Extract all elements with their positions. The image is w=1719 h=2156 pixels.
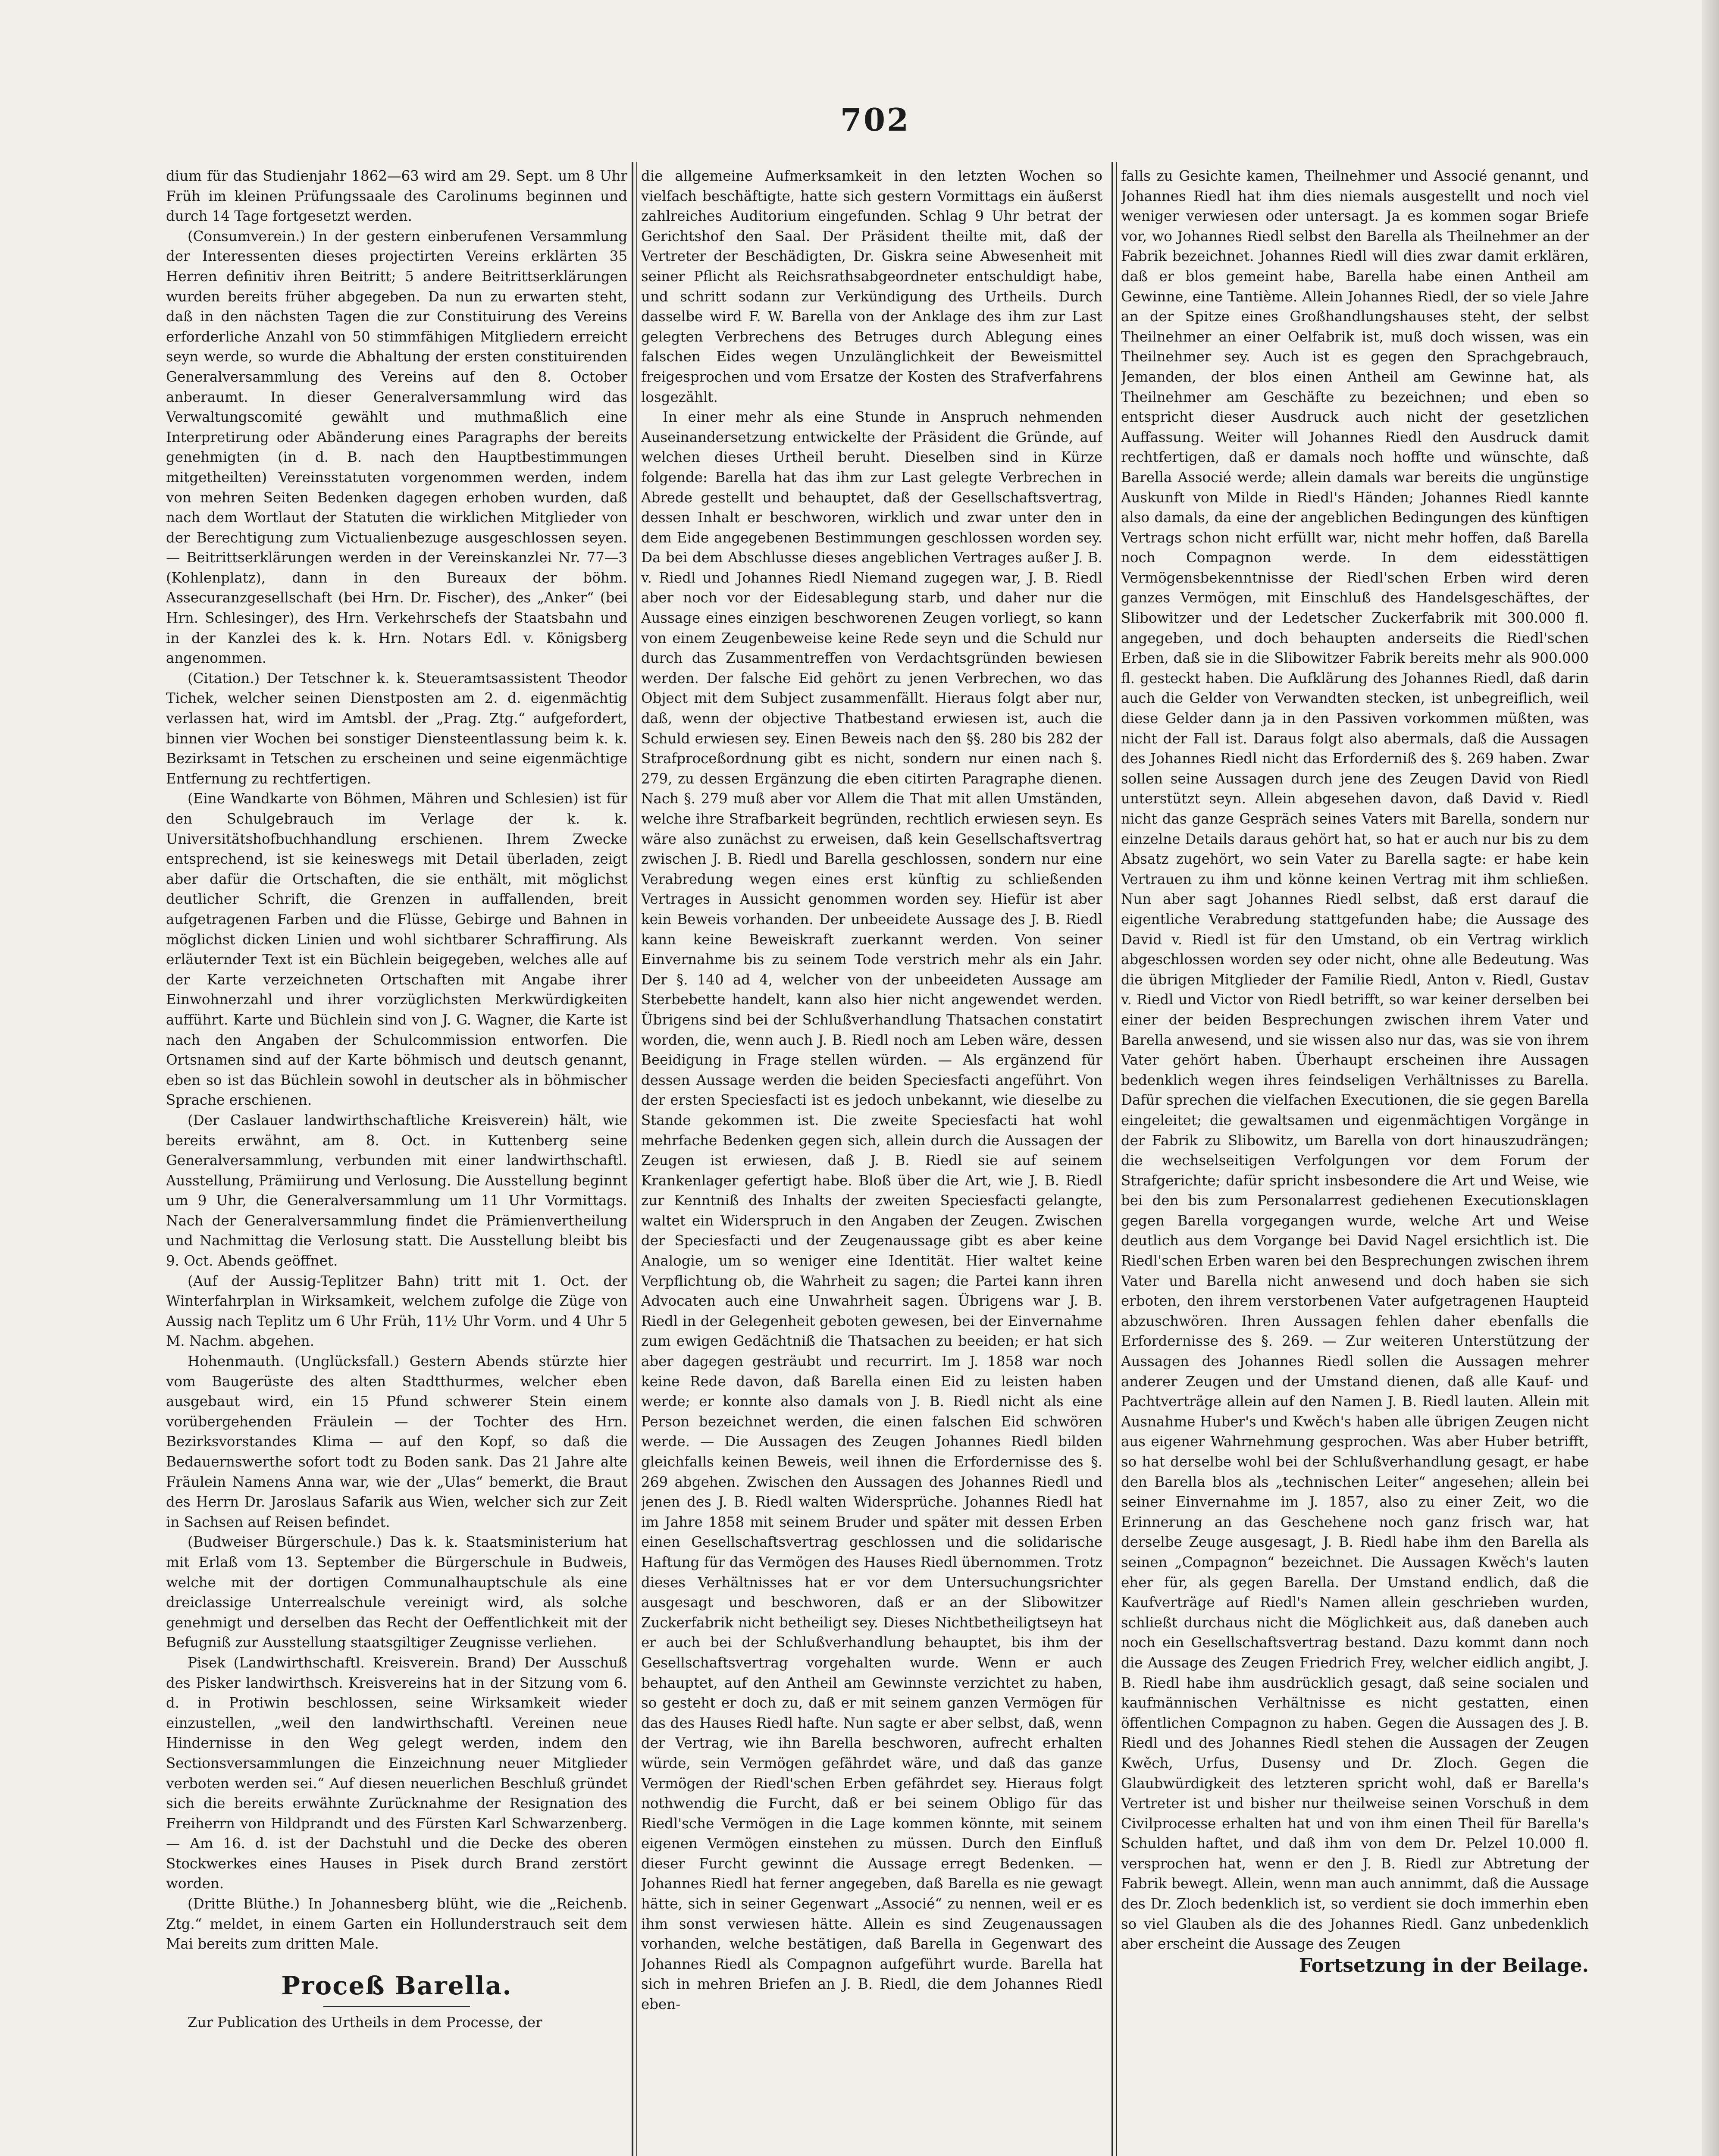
- article-paragraph: (Der Caslauer landwirthschaftliche Kreisverein) hält, wie bereits erwähnt, am 8. Oct. in Kuttenberg seine Generalversammlung, verbunden mit einer landwirthschaftl. Ausstellung, Prämiirung und Verlosung. Die Ausstellung beginnt um 9 Uhr, die Generalversammlung um 11 Uhr Vormittags. Nach der Generalversammlung findet die Prämienvertheilung und Nachmittag die Verlosung statt. Die Ausstellung bleibt bis 9. Oct. Abends geöffnet.: [166, 1112, 627, 1269]
- article-paragraph: Zur Publication des Urtheils in dem Processe, der: [188, 2014, 542, 2031]
- article-paragraph: falls zu Gesichte kamen, Theilnehmer und Associé genannt, und Johannes Riedl hat ihm dies niemals ausgestellt und noch viel weniger verwiesen oder untersagt. Ja es kommen sogar Briefe vor, wo Johannes Riedl selbst den Barella als Theilnehmer an der Fabrik bezeichnet. Johannes Riedl will dies zwar damit erklären, daß er blos gemeint habe, Barella habe einen Antheil am Gewinne, eine Tantième. Allein Johannes Riedl, der so viele Jahre an der Spitze eines Großhandlungshauses steht, der selbst Theilnehmer an einer Oelfabrik ist, muß doch wissen, was ein Theilnehmer sey. Auch ist es gegen den Sprachgebrauch, Jemanden, der blos einen Antheil am Gewinne hat, als Theilnehmer am Geschäfte zu bezeichnen; und eben so entspricht dieser Ausdruck auch nicht der gesetzlichen Auffassung. Weiter will Johannes Riedl den Ausdruck damit rechtfertigen, daß er damals noch hoffte und wünschte, daß Barella Associé werde; allein damals war bereits die ungünstige Auskunft von Milde in Riedl's Händen; Johannes Riedl kannte also damals, da eine der angeblichen Bedingungen des künftigen Vertrags schon nicht erfüllt war, nicht mehr hoffen, daß Barella noch Compagnon werde. In dem eidesstättigen Vermögensbekenntnisse der Riedl'schen Erben wird deren ganzes Vermögen, mit Einschluß des Handelsgeschäftes, der Slibowitzer und der Ledetscher Zuckerfabrik mit 300.000 fl. angegeben, und doch behaupten anderseits die Riedl'schen Erben, daß sie in die Slibowitzer Fabrik bereits mehr als 900.000 fl. gesteckt haben. Die Aufklärung des Johannes Riedl, daß darin auch die Gelder von Verwandten stecken, ist unbegreiflich, weil diese Gelder dann ja in den Passiven vorkommen müßten, was nicht der Fall ist. Daraus folgt also abermals, daß die Aussagen des Johannes Riedl nicht das Erforderniß des §. 269 haben. Zwar sollen seine Aussagen durch jene des Zeugen David von Riedl unterstützt seyn. Allein abgesehen davon, daß David v. Riedl nicht das ganze Gespräch seines Vaters mit Barella, sondern nur einzelne Details daraus gehört hat, so hat er auch nur bis zu dem Absatz zugehört, wo sein Vater zu Barella sagte: er habe kein Vertrauen zu ihm und könne keinen Vertrag mit ihm schließen. Nun aber sagt Johannes Riedl selbst, daß erst darauf die eigentliche Verabredung stattgefunden habe; die Aussage des David v. Riedl ist für den Umstand, ob ein Vertrag wirklich abgeschlossen worden sey oder nicht, ohne alle Bedeutung. Was die übrigen Mitglieder der Familie Riedl, Anton v. Riedl, Gustav v. Riedl und Victor von Riedl betrifft, so war keiner derselben bei einer der beiden Besprechungen zwischen ihrem Vater und Barella anwesend, und sie wissen also nur das, was sie von ihrem Vater gehört haben. Überhaupt erscheinen ihre Aussagen bedenklich wegen ihres feindseligen Verhältnisses zu Barella. Dafür sprechen die vielfachen Executionen, die sie gegen Barella eingeleitet; die gewaltsamen und eigenmächtigen Vorgänge in der Fabrik zu Slibowitz, um Barella von dort hinauszudrängen; die wechselseitigen Verfolgungen vor dem Forum der Strafgerichte; dafür spricht insbesondere die Art und Weise, wie bei den bis zum Personalarrest gediehenen Executionsklagen gegen Barella vorgegangen wurde, welche Art und Weise deutlich aus dem Vorgange bei David Nagel ersichtlich ist. Die Riedl'schen Erben waren bei den Besprechungen zwischen ihrem Vater und Barella nicht anwesend und doch haben sie sich erboten, den ihrem verstorbenen Vater aufgetragenen Haupteid abzuschwören. Ihren Aussagen fehlen daher ebenfalls die Erfordernisse des §. 269. — Zur weiteren Unterstützung der Aussagen des Johannes Riedl sollen die Aussagen mehrer anderer Zeugen und der Umstand dienen, daß alle Kauf- und Pachtverträge allein auf den Namen J. B. Riedl lauten. Allein mit Ausnahme Huber's und Kwěch's haben alle übrigen Zeugen nicht aus eigener Wahrnehmung gesprochen. Was aber Huber betrifft, so hat derselbe wohl bei der Schlußverhandlung gesagt, er habe den Barella blos als „technischen Leiter“ angesehen; allein bei seiner Einvernahme im J. 1857, also zu einer Zeit, wo die Erinnerung an das Geschehene noch ganz frisch war, hat derselbe Zeuge ausgesagt, J. B. Riedl habe ihm den Barella als seinen „Compagnon“ bezeichnet. Die Aussagen Kwěch's lauten eher für, als gegen Barella. Der Umstand endlich, daß die Kaufverträge auf Riedl's Namen allein geschrieben wurden, schließt durchaus nicht die Möglichkeit aus, daß daneben auch noch ein Gesellschaftsvertrag bestand. Dazu kommt dann noch die Aussage des Zeugen Friedrich Frey, welcher eidlich angibt, J. B. Riedl habe ihm ausdrücklich gesagt, daß seine socialen und kaufmännischen Verhältnisse es nicht gestatten, einen öffentlichen Compagnon zu haben. Gegen die Aussagen des J. B. Riedl und des Johannes Riedl stehen die Aussagen der Zeugen Kwěch, Urfus, Dusensy und Dr. Zloch. Gegen die Glaubwürdigkeit des letzteren spricht wohl, daß er Barella's Vertreter ist und bisher nur theilweise seinen Vorschuß in dem Civilprocesse erhalten hat und von ihm einen Theil für Barella's Schulden haftet, und daß ihm von dem Dr. Pelzel 10.000 fl. versprochen hat, wenn er den J. B. Riedl zur Abtretung der Fabrik bewegt. Allein, wenn man auch annimmt, daß die Aussage des Dr. Zloch bedenklich ist, so verdient sie doch immerhin eben so viel Glauben als die des Johannes Riedl. Ganz unbedenklich aber erscheint die Aussage des Zeugen: [1121, 168, 1589, 1952]
- page-number: 702: [840, 101, 911, 138]
- column-2: [641, 166, 1102, 2156]
- column-divider-1: [632, 162, 633, 2156]
- article-paragraph: Hohenmauth. (Unglücksfall.) Gestern Abends stürzte hier vom Baugerüste des alten Stadtthurmes, welcher eben ausgebaut wird, ein 15 Pfund schwerer Stein einem vorübergehenden Fräulein — der Tochter des Hrn. Bezirksvorstandes Klima — auf den Kopf, so daß die Bedauernswerthe sofort todt zu Boden sank. Das 21 Jahre alte Fräulein Namens Anna war, wie der „Ulas“ bemerkt, die Braut des Herrn Dr. Jaroslaus Safarik aus Wien, welcher sich zur Zeit in Sachsen auf Reisen befindet.: [166, 1353, 627, 1530]
- article-paragraph: Pisek (Landwirthschaftl. Kreisverein. Brand) Der Ausschuß des Pisker landwirthsch. Kreisvereins hat in der Sitzung vom 6. d. in Protiwin beschlossen, seine Wirksamkeit wieder einzustellen, „weil den landwirthschaftl. Vereinen neue Hindernisse in den Weg gelegt werden, indem den Sectionsversammlungen die Einzeichnung neuer Mitglieder verboten werden sei.“ Auf diesen neuerlichen Beschluß gründet sich die bereits erwähnte Zurücknahme der Resignation des Freiherrn von Hildprandt und des Fürsten Karl Schwarzenberg. — Am 16. d. ist der Dachstuhl und die Decke des oberen Stockwerkes eines Hauses in Pisek durch Brand zerstört worden.: [166, 1654, 627, 1892]
- page-edge-shadow: [1702, 0, 1719, 2156]
- article-paragraph: (Citation.) Der Tetschner k. k. Steueramtsassistent Theodor Tichek, welcher seinen Dienstposten am 2. d. eigenmächtig verlassen hat, wird im Amtsbl. der „Prag. Ztg.“ aufgefordert, binnen vier Wochen bei sonstiger Diensteentlassung beim k. k. Bezirksamt in Tetschen zu erscheinen und seine eigenmächtige Entfernung zu rechtfertigen.: [166, 670, 627, 787]
- continuation-note: Fortsetzung in der Beilage.: [1299, 1954, 1589, 1977]
- article-paragraph: (Consumverein.) In der gestern einberufenen Versammlung der Interessenten dieses projectirten Vereins erklärten 35 Herren definitiv ihren Beitritt; 5 andere Beitrittserklärungen wurden bereits früher abgegeben. Da nun zu erwarten steht, daß in den nächsten Tagen die zur Constituirung des Vereins erforderliche Anzahl von 50 stimmfähigen Mitgliedern erreicht seyn werde, so wurde die Abhaltung der ersten constituirenden Generalversammlung des Vereins auf den 8. October anberaumt. In dieser Generalversammlung wird das Verwaltungscomité gewählt und muthmaßlich eine Interpretirung oder Abänderung eines Paragraphs der bereits genehmigten (in d. B. nach den Hauptbestimmungen mitgetheilten) Vereinsstatuten vorgenommen werden, indem von mehren Seiten Bedenken dagegen erhoben wurden, daß nach dem Wortlaut der Statuten die wirklichen Mitglieder von der Berechtigung zum Victualienbezuge ausgeschlossen seyen. — Beitrittserklärungen werden in der Vereinskanzlei Nr. 77—3 (Kohlenplatz), dann in den Bureaux der böhm. Assecuranzgesellschaft (bei Hrn. Dr. Fischer), des „Anker“ (bei Hrn. Schlesinger), des Hrn. Verkehrschefs der Staatsbahn und in der Kanzlei des k. k. Hrn. Notars Edl. v. Königsberg angenommen.: [166, 228, 627, 667]
- heading-underline: [323, 2006, 470, 2007]
- article-paragraph: (Dritte Blüthe.) In Johannesberg blüht, wie die „Reichenb. Ztg.“ meldet, in einem Garten ein Hollunderstrauch seit dem Mai bereits zum dritten Male.: [166, 1896, 627, 1952]
- column-divider-2-inner: [1116, 162, 1117, 2156]
- article-heading: Proceß Barella.: [281, 1971, 512, 2000]
- article-paragraph: die allgemeine Aufmerksamkeit in den letzten Wochen so vielfach beschäftigte, hatte sich gestern Vormittags ein äußerst zahlreiches Auditorium eingefunden. Schlag 9 Uhr betrat der Gerichtshof den Saal. Der Präsident theilte mit, daß der Vertreter der Beschädigten, Dr. Giskra seine Abwesenheit mit seiner Pflicht als Reichsrathsabgeordneter entschuldigt habe, und schritt sodann zur Verkündigung des Urtheils. Durch dasselbe wird F. W. Barella von der Anklage des ihm zur Last gelegten Verbrechens des Betruges durch Ablegung eines falschen Eides wegen Unzulänglichkeit der Beweismittel freigesprochen und vom Ersatze der Kosten des Strafverfahrens losgezählt.: [641, 168, 1102, 405]
- article-paragraph: dium für das Studienjahr 1862—63 wird am 29. Sept. um 8 Uhr Früh im kleinen Prüfungssaale des Carolinums beginnen und durch 14 Tage fortgesetzt werden.: [166, 168, 627, 225]
- article-paragraph: In einer mehr als eine Stunde in Anspruch nehmenden Auseinandersetzung entwickelte der Präsident die Gründe, auf welchen dieses Urtheil beruht. Dieselben sind in Kürze folgende: Barella hat das ihm zur Last gelegte Verbrechen in Abrede gestellt und behauptet, daß der Gesellschaftsvertrag, dessen Inhalt er beschworen, wirklich und zwar unter den in dem Eide angegebenen Bestimmungen geschlossen worden sey. Da bei dem Abschlusse dieses angeblichen Vertrages außer J. B. v. Riedl und Johannes Riedl Niemand zugegen war, J. B. Riedl aber noch vor der Eidesablegung starb, und daher nur die Aussage eines einzigen beschworenen Zeugen vorliegt, so kann von einem Zeugenbeweise keine Rede seyn und die Schuld nur durch das Zusammentreffen von Verdachtsgründen bewiesen werden. Der falsche Eid gehört zu jenen Verbrechen, wo das Object mit dem Subject zusammenfällt. Hieraus folgt aber nur, daß, wenn der objective Thatbestand erwiesen ist, auch die Schuld erwiesen sey. Einen Beweis nach den §§. 280 bis 282 der Strafproceßordnung gibt es nicht, sondern nur einen nach §. 279, zu dessen Ergänzung die eben citirten Paragraphe dienen. Nach §. 279 muß aber vor Allem die That mit allen Umständen, welche ihre Strafbarkeit begründen, rechtlich erwiesen seyn. Es wäre also zunächst zu erweisen, daß kein Gesellschaftsvertrag zwischen J. B. Riedl und Barella geschlossen, sondern nur eine Verabredung wegen eines erst künftig zu schließenden Vertrages in Aussicht genommen worden sey. Hiefür ist aber kein Beweis vorhanden. Der unbeeidete Aussage des J. B. Riedl kann keine Beweiskraft zuerkannt werden. Von seiner Einvernahme bis zu seinem Tode verstrich mehr als ein Jahr. Der §. 140 ad 4, welcher von der unbeeideten Aussage am Sterbebette handelt, kann also hier nicht angewendet werden. Übrigens sind bei der Schlußverhandlung Thatsachen constatirt worden, die, wenn auch J. B. Riedl noch am Leben wäre, dessen Beeidigung in Frage stellen würden. — Als ergänzend für dessen Aussage werden die beiden Speciesfacti angeführt. Von der ersten Speciesfacti ist es jedoch unbekannt, wie dieselbe zu Stande gekommen ist. Die zweite Speciesfacti hat wohl mehrfache Bedenken gegen sich, allein durch die Aussagen der Zeugen ist erwiesen, daß J. B. Riedl sie auf seinem Krankenlager gefertigt habe. Bloß über die Art, wie J. B. Riedl zur Kenntniß des Inhalts der zweiten Speciesfacti gelangte, waltet ein Widerspruch in den Angaben der Zeugen. Zwischen der Speciesfacti und der Zeugenaussage gibt es aber keine Analogie, um so weniger eine Identität. Hier waltet keine Verpflichtung ob, die Wahrheit zu sagen; die Partei kann ihren Advocaten auch eine Unwahrheit sagen. Übrigens war J. B. Riedl in der Gelegenheit geboten gewesen, bei der Einvernahme zum ewigen Gedächtniß die Thatsachen zu beeiden; er hat sich aber dagegen gesträubt und recurrirt. Im J. 1858 war noch keine Rede davon, daß Barella einen Eid zu leisten haben werde; er konnte also damals von J. B. Riedl nicht als eine Person bezeichnet werden, die einen falschen Eid schwören werde. — Die Aussagen des Zeugen Johannes Riedl bilden gleichfalls keinen Beweis, weil ihnen die Erfordernisse des §. 269 abgehen. Zwischen den Aussagen des Johannes Riedl und jenen des J. B. Riedl walten Widersprüche. Johannes Riedl hat im Jahre 1858 mit seinem Bruder und später mit dessen Erben einen Gesellschaftsvertrag geschlossen und die solidarische Haftung für das Vermögen des Hauses Riedl übernommen. Trotz dieses Verhältnisses hat er vor dem Untersuchungsrichter ausgesagt und beschworen, daß er an der Slibowitzer Zuckerfabrik nicht betheiligt sey. Dieses Nichtbetheiligtseyn hat er auch bei der Schlußverhandlung behauptet, bis ihm der Gesellschaftsvertrag vorgehalten wurde. Wenn er auch behauptet, auf den Antheil am Gewinnste verzichtet zu haben, so gesteht er doch zu, daß er mit seinem ganzen Vermögen für das des Hauses Riedl hafte. Nun sagte er aber selbst, daß, wenn der Vertrag, wie ihn Barella beschworen, aufrecht erhalten würde, sein Vermögen gefährdet wäre, und daß das ganze Vermögen der Riedl'schen Erben gefährdet sey. Hieraus folgt nothwendig die Furcht, daß er bei seinem Obligo für das Riedl'sche Vermögen in die Lage kommen könnte, mit seinem eigenen Vermögen einstehen zu müssen. Durch den Einfluß dieser Furcht gewinnt die Aussage erregt Bedenken. — Johannes Riedl hat ferner angegeben, daß Barella es nie gewagt hätte, sich in seiner Gegenwart „Associé“ zu nennen, weil er es ihm sonst verwiesen hätte. Allein es sind Zeugenaussagen vorhanden, welche bestätigen, daß Barella in Gegenwart des Johannes Riedl als Compagnon aufgeführt wurde. Barella hat sich in mehren Briefen an J. B. Riedl, die dem Johannes Riedl eben-: [641, 409, 1102, 2013]
- column-3: [1121, 166, 1589, 2156]
- article-paragraph: (Eine Wandkarte von Böhmen, Mähren und Schlesien) ist für den Schulgebrauch im Verlage der k. k. Universitätshofbuchhandlung erschienen. Ihrem Zwecke entsprechend, ist sie keineswegs mit Detail überladen, zeigt aber dafür die Ortschaften, die sie enthält, mit möglichst deutlicher Schrift, die Grenzen in auffallenden, breit aufgetragenen Farben und die Flüsse, Gebirge und Bahnen in möglichst dicken Linien und wohl sichtbarer Schraffirung. Als erläuternder Text ist ein Büchlein beigegeben, welches alle auf der Karte verzeichneten Ortschaften mit Angabe ihrer Einwohnerzahl und ihrer vorzüglichsten Merkwürdigkeiten aufführt. Karte und Büchlein sind von J. G. Wagner, die Karte ist nach den Angaben der Schulcommission entworfen. Die Ortsnamen sind auf der Karte böhmisch und deutsch genannt, eben so ist das Büchlein sowohl in deutscher als in böhmischer Sprache erschienen.: [166, 790, 627, 1109]
- article-paragraph: (Auf der Aussig-Teplitzer Bahn) tritt mit 1. Oct. der Winterfahrplan in Wirksamkeit, welchem zufolge die Züge von Aussig nach Teplitz um 6 Uhr Früh, 11½ Uhr Vorm. und 4 Uhr 5 M. Nachm. abgehen.: [166, 1272, 627, 1350]
- column-divider-2: [1112, 162, 1113, 2156]
- column-divider-1-inner: [636, 162, 637, 2156]
- column-1: [166, 166, 627, 2156]
- article-paragraph: (Budweiser Bürgerschule.) Das k. k. Staatsministerium hat mit Erlaß vom 13. September die Bürgerschule in Budweis, welche mit der dortigen Communalhauptschule als eine dreiclassige Unterrealschule vereinigt wird, als solche genehmigt und derselben das Recht der Oeffentlichkeit mit der Befugniß zur Ausstellung staatsgiltiger Zeugnisse verliehen.: [166, 1534, 627, 1651]
